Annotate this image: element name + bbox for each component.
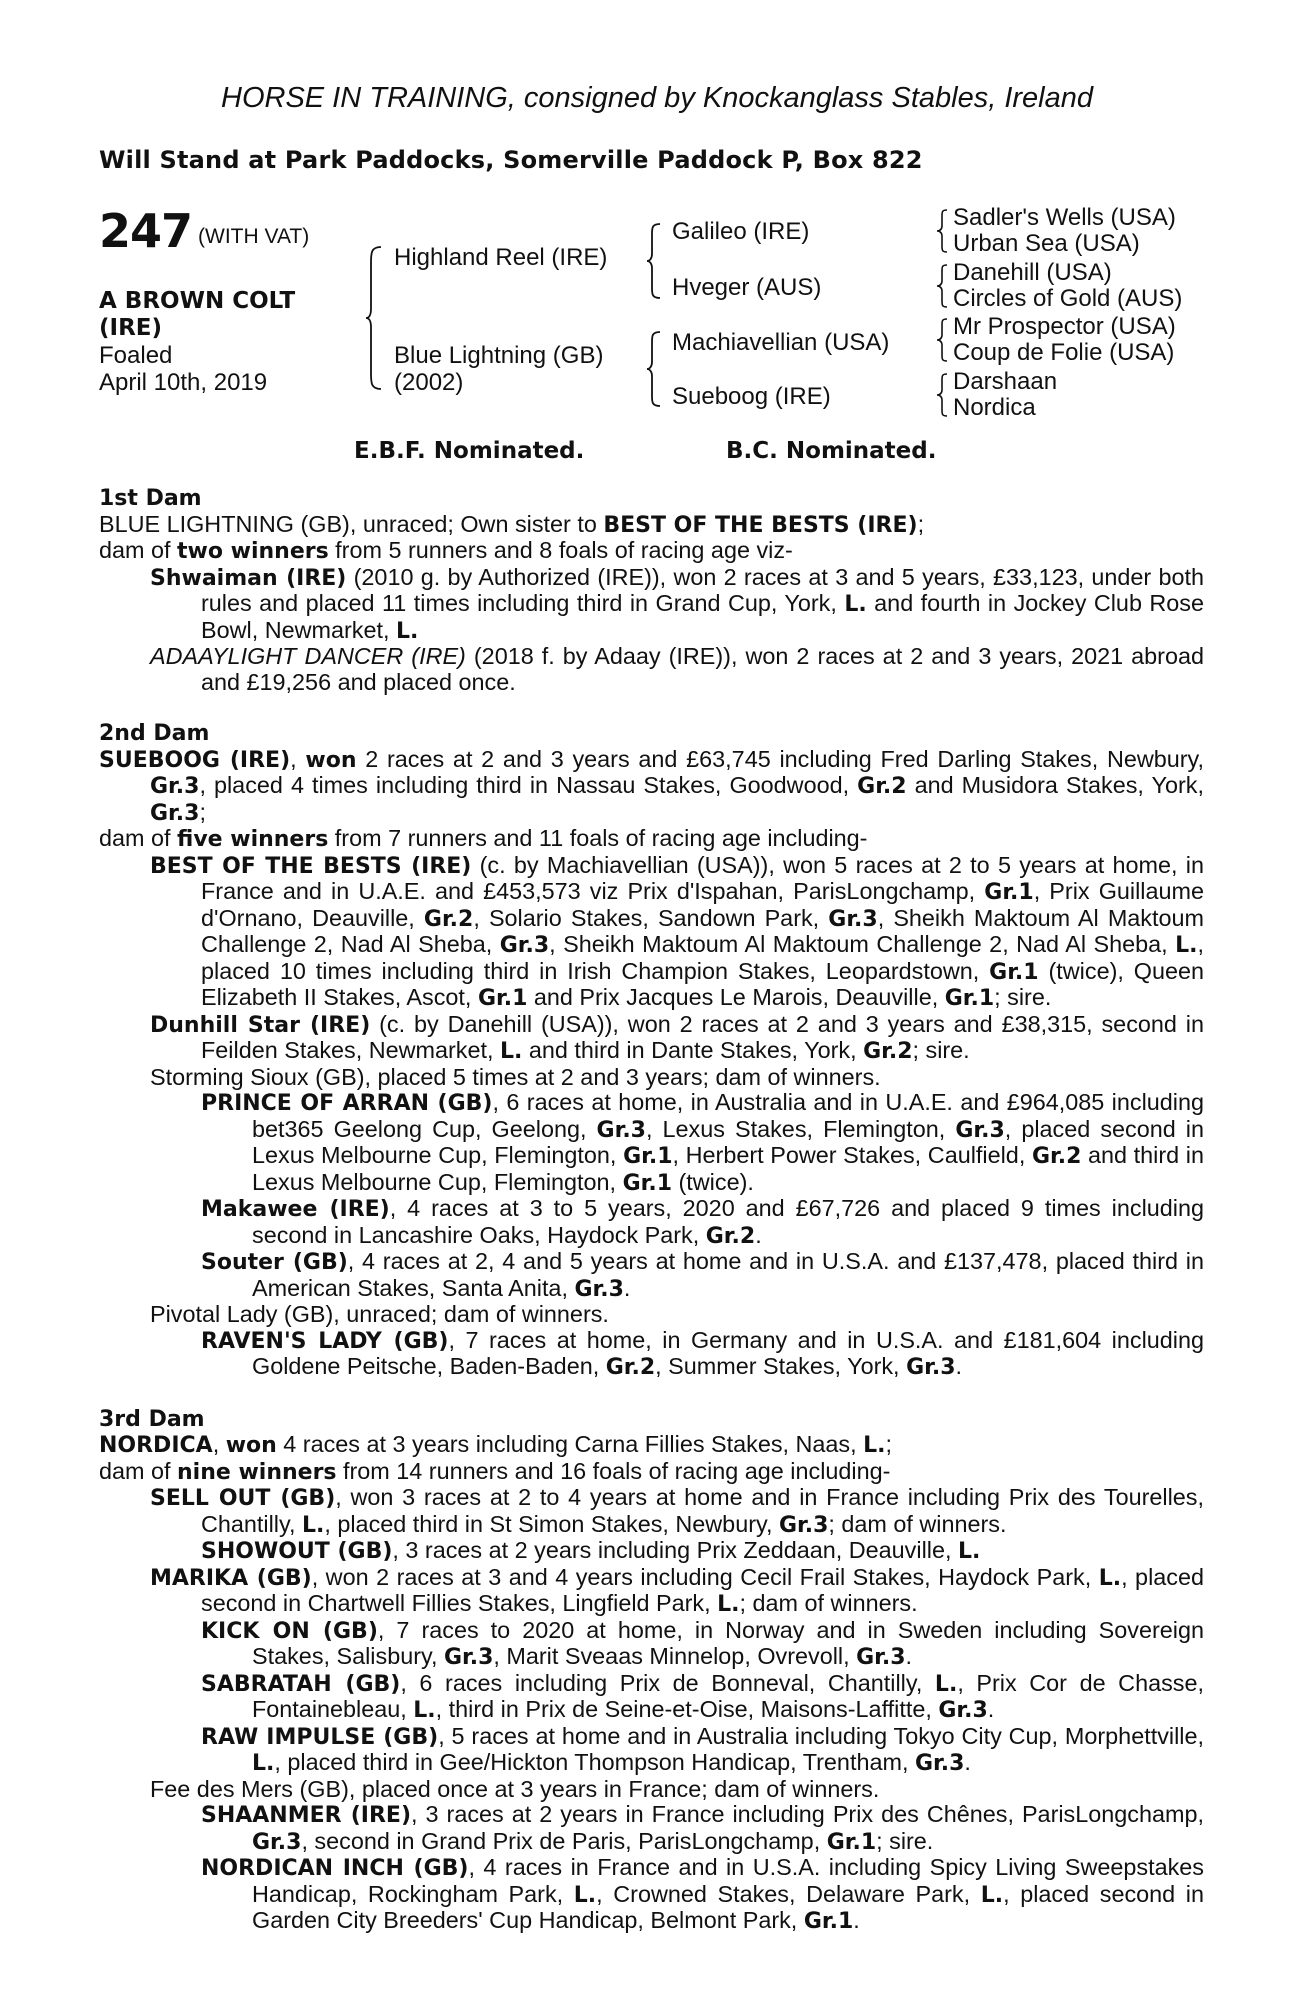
vat-note: (WITH VAT) [198,225,310,248]
produce-entry [150,1565,1204,1618]
pedigree-brace-dd [936,372,950,418]
horse-name-italic: ADAAYLIGHT DANCER (IRE) [150,643,466,669]
text-segment: , Prix Cor de Chasse, Fontainebleau, [252,1669,1204,1722]
produce-entry [150,1012,1204,1065]
text-segment: , 3 races at 2 years in France including Prix des Chênes, ParisLongchamp, [411,1801,1204,1827]
grade: Gr.2 [1031,1144,1082,1169]
horse-name-bold: NORDICAN INCH (GB) [201,1856,469,1881]
text-segment: ; dam of winners. [828,1510,1007,1537]
first-dam-produce-summary [99,538,1204,565]
grade-listed: L. [844,592,867,617]
grade: Gr.3 [443,1645,494,1670]
grade: Gr.3 [150,800,200,826]
produce-entry [150,1777,1204,1803]
horse-name-bold: Shwaiman (IRE) [150,565,347,591]
grade: Gr.2 [423,906,474,932]
text-segment: , [212,1431,226,1457]
horse-name-bold: SUEBOOG (IRE) [99,747,291,773]
pedigree-brace-sd [936,263,950,309]
horse-name-bold: SABRATAH (GB) [201,1671,401,1697]
grade: Gr.1 [622,1170,672,1196]
pedigree-ddd: Nordica [953,394,1036,421]
grade: Gr.3 [828,906,878,932]
second-dam-heading: 2nd Dam [99,721,210,746]
horse-name-bold: PRINCE OF ARRAN (GB) [201,1091,493,1116]
grade: Gr.2 [705,1223,756,1249]
text-segment: , 4 races in France and in U.S.A. including Spicy Living Sweepstakes Handicap, Rockingham Park, [252,1854,1204,1907]
text-segment: , won 3 races at 2 to 4 years at home and in France including Prix des Tourelles, Chantilly, [201,1484,1204,1537]
produce-entry [150,565,1204,645]
pedigree-sire-sire: Galileo (IRE) [672,218,810,245]
text-segment: (twice), Queen Elizabeth II Stakes, Ascot, [201,957,1204,1010]
text-segment: , placed second in Chartwell Fillies Stakes, Lingfield Park, [201,1563,1204,1616]
grade-listed: L. [980,1882,1004,1908]
text-segment: from 5 runners and 8 foals of racing age viz- [328,537,793,563]
text-segment: , Solario Stakes, Sandown Park, [473,904,829,931]
text-segment: , 4 races at 2, 4 and 5 years at home and in U.S.A. and £137,478, placed third in American Stakes, Santa Anita, [252,1248,1204,1301]
text-segment: . [964,1749,971,1775]
text-segment: , 6 races including Prix de Bonneval, Chantilly, [400,1669,935,1696]
foaled-label: Foaled [99,342,173,369]
produce-entry [150,644,1204,695]
grade: Gr.1 [477,986,528,1011]
bc-nomination: B.C. Nominated. [726,438,937,464]
pedigree-dam: Blue Lightning (GB) [394,342,604,369]
horse-name-bold: SHOWOUT (GB) [201,1539,393,1564]
grade: Gr.3 [938,1698,988,1723]
grand-produce-entry [201,1802,1204,1855]
text-segment: , Lexus Stakes, Flemington, [645,1115,956,1142]
grade-listed: L. [1175,933,1198,958]
pedigree-dam-sire: Machiavellian (USA) [672,329,890,356]
second-dam-produce-summary [99,826,1204,853]
pedigree-sss: Sadler's Wells (USA) [953,204,1176,231]
text-segment: from 14 runners and 16 foals of racing age including- [336,1457,891,1484]
grade: Gr.3 [574,1276,624,1302]
text-segment: (2010 g. by Authorized (IRE)), won 2 races at 3 and 5 years, £33,123, under both rules and placed 11 times including third in Grand Cup, York, [201,563,1204,616]
grade: Gr.3 [778,1512,829,1538]
grade: Gr.2 [857,774,907,799]
pedigree-brace-sire [646,222,664,300]
horse-name-bold: SELL OUT (GB) [150,1486,336,1511]
grade-listed: L. [413,1698,436,1723]
grade-listed: L. [395,618,419,644]
stand-location: Will Stand at Park Paddocks, Somerville Paddock P, Box 822 [99,146,923,174]
text-segment: and Prix Jacques Le Marois, Deauville, [527,984,945,1010]
first-dam-entry [99,512,1204,539]
text-segment: . [623,1274,631,1301]
horse-name-bold: Dunhill Star (IRE) [150,1012,371,1038]
text-segment: ; sire. [876,1827,934,1854]
text-segment: ; sire. [994,984,1052,1010]
grade: Gr.3 [906,1355,956,1380]
grand-produce-entry [201,1618,1204,1671]
grand-produce-entry [201,1249,1204,1302]
grade: Gr.2 [605,1355,656,1380]
text-segment: . [853,1907,860,1933]
pedigree-brace-ss [936,208,950,254]
grade: Gr.1 [803,1909,854,1934]
text-segment: and third in Lexus Melbourne Cup, Flemington, [252,1142,1204,1195]
text-segment: Pivotal Lady (GB), unraced; dam of winners. [150,1301,609,1327]
pedigree-sire-dam: Hveger (AUS) [672,274,822,301]
grand-produce-entry [201,1855,1204,1935]
text-segment: and third in Dante Stakes, York, [522,1037,864,1063]
text-segment: , placed 10 times including third in Irish Champion Stakes, Leopardstown, [201,931,1204,984]
third-dam-entry [99,1432,1204,1459]
grade: Gr.3 [252,1829,302,1855]
text-segment: , 4 races at 3 to 5 years, 2020 and £67,726 and placed 9 times including second in Lancashire Oaks, Haydock Park, [252,1195,1204,1248]
grade: Gr.3 [596,1117,646,1143]
grade: Gr.1 [623,1144,673,1169]
pedigree-brace-ds [936,317,950,363]
horse-type: A BROWN COLT [99,288,296,314]
pedigree-dam-year: (2002) [394,369,464,396]
pedigree-brace-gen1 [365,245,385,391]
text-segment: , Marit Sveaas Minnelop, Ovrevoll, [493,1643,857,1669]
text-segment: , won 2 races at 3 and 4 years including Cecil Frail Stakes, Haydock Park, [311,1563,1099,1590]
pedigree-dam-dam: Sueboog (IRE) [672,383,831,410]
text-segment: (c. by Danehill (USA)), won 2 races at 2 and 3 years and £38,315, second in Feilden Stakes, Newmarket, [201,1010,1204,1063]
grade: Gr.3 [914,1751,965,1776]
text-segment: , Crowned Stakes, Delaware Park, [596,1880,981,1907]
text-segment: and fourth in Jockey Club Rose Bowl, Newmarket, [201,590,1205,643]
grade: Gr.1 [984,880,1034,905]
horse-description [99,288,295,396]
grade: Gr.3 [955,1117,1005,1143]
text-segment: , placed second in Lexus Melbourne Cup, Flemington, [252,1115,1205,1168]
grade-listed: L. [934,1671,958,1697]
horse-name-bold: RAVEN'S LADY (GB) [201,1328,449,1354]
horse-name-bold: RAW IMPULSE (GB) [201,1724,439,1750]
won-bold: won [305,747,357,773]
won-bold: won [225,1433,277,1458]
grand-produce-entry [201,1538,1204,1565]
grade: Gr.3 [150,774,200,799]
winners-count: five winners [177,827,329,852]
foaled-date: April 10th, 2019 [99,369,268,396]
pedigree-sire: Highland Reel (IRE) [394,244,608,271]
text-segment: , placed 4 times including third in Nassau Stakes, Goodwood, [199,772,858,798]
text-segment: . [755,1221,762,1248]
horse-name-bold: Makawee (IRE) [201,1197,390,1222]
grade: Gr.2 [863,1039,913,1064]
pedigree-brace-dam [646,330,664,408]
pedigree-dds: Darshaan [953,368,1058,395]
text-segment: (2018 f. by Adaay (IRE)), won 2 races at 2 and 3 years, 2021 abroad and £19,256 and placed once. [201,643,1204,695]
page-title: HORSE IN TRAINING, consigned by Knockanglass Stables, Ireland [221,82,1093,114]
first-dam-heading: 1st Dam [99,486,202,511]
text-segment: and Musidora Stakes, York, [906,772,1204,798]
text-segment: , second in Grand Prix de Paris, ParisLongchamp, [301,1827,827,1854]
third-dam-heading: 3rd Dam [99,1406,205,1432]
text-segment: , third in Prix de Seine-et-Oise, Maisons-Laffitte, [435,1696,939,1722]
horse-name-bold: KICK ON (GB) [201,1618,378,1644]
produce-entry [150,1302,1204,1328]
text-segment: , [290,745,306,772]
horse-name-bold: BEST OF THE BESTS (IRE) [150,853,472,879]
horse-name-bold: NORDICA [99,1433,213,1458]
winners-count: two winners [177,539,329,564]
pedigree-sds: Danehill (USA) [953,259,1112,286]
grade-listed: L. [1098,1565,1122,1591]
text-segment: , Prix Guillaume d'Ornano, Deauville, [201,878,1204,931]
text-segment: , placed third in Gee/Hickton Thompson Handicap, Trentham, [274,1749,915,1775]
text-segment: ; [885,1431,893,1457]
text-segment: , Sheikh Maktoum Al Maktoum Challenge 2, Nad Al Sheba, [201,904,1205,957]
horse-name-bold: Souter (GB) [201,1250,348,1275]
text-segment: . [987,1696,995,1722]
third-dam-produce-summary [99,1459,1204,1486]
text-segment: , 7 races at home, in Germany and in U.S.A. and £181,604 including Goldene Peitsche, Baden-Baden, [252,1326,1204,1379]
grade-listed: L. [863,1433,886,1458]
pedigree-dsd: Coup de Folie (USA) [953,339,1175,366]
text-segment: , Herbert Power Stakes, Caulfield, [672,1142,1032,1168]
text-segment: dam of [99,1457,178,1484]
grade-listed: L. [957,1539,981,1564]
text-segment: , Sheikh Maktoum Al Maktoum Challenge 2, Nad Al Sheba, [549,931,1176,957]
text-segment: , 6 races at home, in Australia and in U.A.E. and £964,085 including bet365 Geelong Cup, Geelong, [252,1089,1204,1142]
pedigree-dss: Mr Prospector (USA) [953,313,1176,340]
pedigree-notes [99,486,1204,1935]
second-dam-entry [99,747,1204,827]
text-segment: ; [199,798,206,825]
ebf-nomination: E.B.F. Nominated. [354,438,585,464]
lot-number: 247 [99,204,193,258]
grade-listed: L. [500,1039,523,1064]
pedigree-sdd: Circles of Gold (AUS) [953,285,1183,312]
text-segment: , placed second in Garden City Breeders' Cup Handicap, Belmont Park, [252,1880,1204,1933]
lot-heading [99,204,309,258]
text-segment: ; dam of winners. [739,1590,918,1616]
text-segment: BLUE LIGHTNING (GB), unraced; Own sister to [99,510,604,537]
grand-produce-entry [201,1671,1204,1724]
grand-produce-entry [201,1328,1204,1381]
text-segment: ; [917,510,925,537]
text-segment: , 3 races at 2 years including Prix Zeddaan, Deauville, [392,1537,958,1563]
grade-listed: L. [301,1512,325,1538]
text-segment: , 7 races to 2020 at home, in Norway and in Sweden including Sovereign Stakes, Salisbury, [252,1616,1205,1669]
grade-listed: L. [252,1751,275,1776]
text-segment: from 7 runners and 11 foals of racing age including- [328,825,868,851]
text-segment: , Summer Stakes, York, [655,1353,907,1379]
grand-produce-entry [201,1090,1204,1196]
text-segment: . [905,1643,913,1669]
text-segment: dam of [99,825,178,851]
text-segment: 2 races at 2 and 3 years and £63,745 including Fred Darling Stakes, Newbury, [356,745,1205,772]
produce-entry [150,853,1204,1012]
horse-name-bold: MARIKA (GB) [150,1565,312,1591]
grade-listed: L. [573,1882,597,1908]
grand-produce-entry [201,1724,1204,1777]
horse-name-bold: SHAANMER (IRE) [201,1803,412,1828]
grade-listed: L. [717,1592,740,1617]
text-segment: . [955,1353,962,1379]
pedigree-ssd: Urban Sea (USA) [953,230,1140,257]
text-segment: (twice). [672,1168,754,1195]
text-segment: ; sire. [912,1037,970,1063]
text-segment: (c. by Machiavellian (USA)), won 5 races at 2 to 5 years at home, in France and in U.A.E. and £453,573 viz Prix d'Ispahan, ParisLongchamp, [201,851,1204,904]
horse-origin: (IRE) [99,315,163,341]
grade: Gr.3 [499,933,550,958]
text-segment: , 5 races at home and in Australia including Tokyo City Cup, Morphettville, [438,1722,1204,1749]
text-segment: Storming Sioux (GB), placed 5 times at 2 and 3 years; dam of winners. [150,1063,881,1090]
produce-entry [150,1065,1204,1091]
text-segment: , placed third in St Simon Stakes, Newbury, [324,1510,779,1537]
text-segment: 4 races at 3 years including Carna Fillies Stakes, Naas, [276,1431,864,1457]
grade: Gr.3 [856,1645,906,1670]
winners-count: nine winners [177,1459,337,1485]
grand-produce-entry [201,1196,1204,1249]
produce-entry [150,1485,1204,1538]
grade: Gr.1 [826,1829,877,1855]
text-segment: Fee des Mers (GB), placed once at 3 years in France; dam of winners. [150,1775,880,1802]
grade: Gr.1 [944,986,995,1011]
text-segment: dam of [99,537,178,563]
horse-name-bold: BEST OF THE BESTS (IRE) [603,512,918,538]
grade: Gr.1 [989,959,1039,985]
